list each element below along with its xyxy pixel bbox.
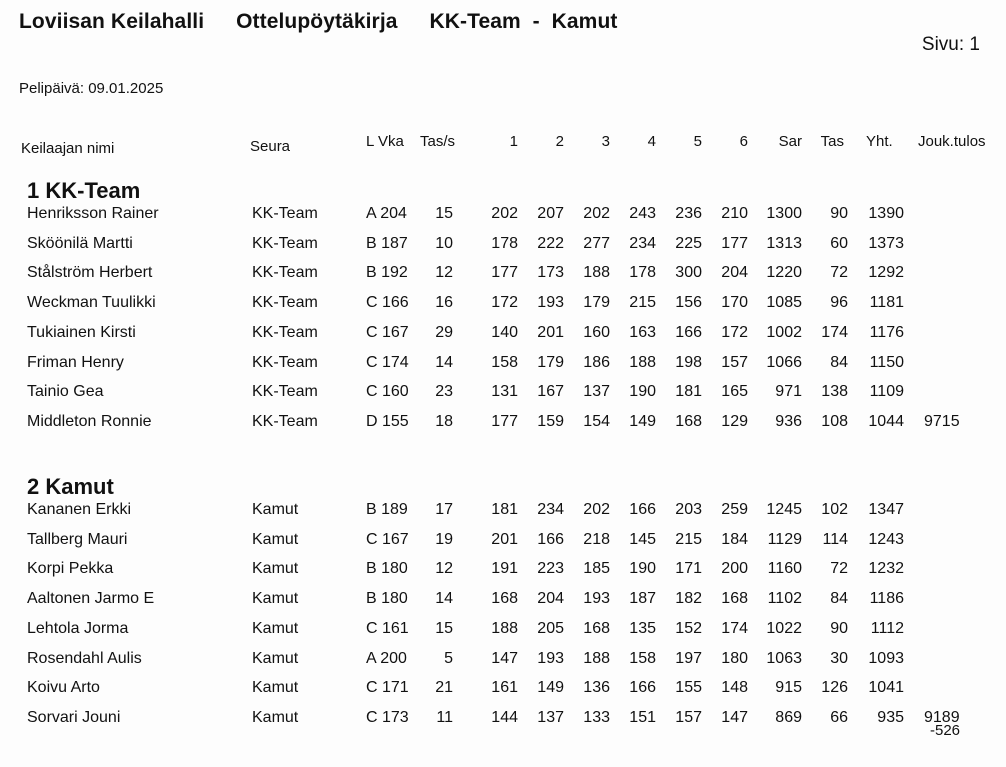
player-club: KK-Team [252, 264, 318, 282]
game-4-score: 187 [629, 590, 656, 608]
game-3-score: 179 [583, 294, 610, 312]
game-6-score: 168 [721, 590, 748, 608]
player-row [0, 324, 1006, 348]
player-club: Kamut [252, 590, 299, 608]
player-handicap-per-game: 14 [435, 353, 453, 371]
grand-total: 935 [877, 708, 904, 726]
player-handicap-per-game: 5 [444, 649, 453, 667]
grand-total: 1176 [869, 323, 904, 341]
game-4-score: 234 [629, 234, 656, 252]
game-2-score: 193 [537, 294, 564, 312]
player-name: Henriksson Rainer [27, 205, 159, 222]
game-1-score: 177 [491, 264, 518, 282]
game-2-score: 207 [537, 205, 564, 222]
game-5-score: 236 [675, 205, 702, 222]
handicap-total: 90 [830, 205, 848, 222]
player-class-average: A 200 [366, 649, 407, 667]
player-club: Kamut [252, 501, 299, 518]
player-class-average: C 171 [366, 679, 409, 697]
game-1-score: 191 [491, 560, 518, 578]
handicap-total: 60 [830, 234, 848, 252]
player-club: Kamut [252, 619, 299, 637]
player-handicap-per-game: 11 [436, 708, 453, 726]
game-1-score: 178 [491, 234, 518, 252]
series-total: 1102 [767, 590, 802, 608]
game-3-score: 202 [583, 501, 610, 518]
game-4-score: 178 [629, 264, 656, 282]
player-club: KK-Team [252, 412, 318, 430]
game-4-score: 166 [629, 679, 656, 697]
handicap-total: 30 [830, 649, 848, 667]
series-total: 971 [775, 383, 802, 401]
series-total: 1063 [766, 649, 802, 667]
player-row [0, 205, 1006, 229]
game-2-score: 166 [537, 530, 564, 548]
team-result: 9189 [924, 708, 960, 726]
player-row [0, 531, 1006, 555]
game-6-score: 148 [721, 679, 748, 697]
game-4-score: 166 [629, 501, 656, 518]
game-6-score: 157 [721, 353, 748, 371]
game-2-score: 223 [537, 560, 564, 578]
player-class-average: B 180 [366, 590, 408, 608]
game-3-score: 137 [583, 383, 610, 401]
match-name: KK-Team - Kamut [429, 10, 618, 33]
series-total: 1220 [766, 264, 802, 282]
player-handicap-per-game: 15 [435, 619, 453, 637]
series-total: 1313 [766, 234, 802, 252]
player-handicap-per-game: 12 [435, 264, 453, 282]
series-total: 869 [775, 708, 802, 726]
grand-total: 1181 [869, 294, 904, 312]
player-class-average: B 187 [366, 234, 408, 252]
game-5-score: 203 [675, 501, 702, 518]
game-6-score: 170 [721, 294, 748, 312]
handicap-total: 126 [821, 679, 848, 697]
player-class-average: C 173 [366, 708, 409, 726]
series-total: 1066 [766, 353, 802, 371]
game-6-score: 147 [721, 708, 748, 726]
game-5-score: 156 [675, 294, 702, 312]
player-row [0, 620, 1006, 644]
game-5-score: 300 [675, 264, 702, 282]
player-handicap-per-game: 10 [435, 234, 453, 252]
game-6-score: 184 [721, 530, 748, 548]
player-club: KK-Team [252, 353, 318, 371]
grand-total: 1109 [869, 383, 904, 401]
grand-total: 1041 [868, 679, 904, 697]
grand-total: 1150 [869, 353, 904, 371]
player-name: Sorvari Jouni [27, 708, 121, 726]
game-1-score: 177 [491, 412, 518, 430]
player-club: KK-Team [252, 205, 318, 222]
game-2-score: 137 [537, 708, 564, 726]
col-header-club: Seura [250, 138, 291, 155]
game-3-score: 277 [583, 234, 610, 252]
game-2-score: 193 [537, 649, 564, 667]
series-total: 1022 [766, 619, 802, 637]
game-3-score: 185 [583, 560, 610, 578]
game-4-score: 158 [629, 649, 656, 667]
game-3-score: 188 [583, 264, 610, 282]
game-1-score: 188 [491, 619, 518, 637]
game-1-score: 161 [491, 679, 518, 697]
col-header-lvka: L Vka [366, 133, 404, 150]
player-class-average: D 155 [366, 412, 409, 430]
handicap-total: 90 [830, 619, 848, 637]
game-4-score: 215 [629, 294, 656, 312]
handicap-total: 138 [821, 383, 848, 401]
game-3-score: 168 [583, 619, 610, 637]
game-6-score: 210 [721, 205, 748, 222]
player-name: Stålström Herbert [27, 264, 153, 282]
grand-total: 1093 [868, 649, 904, 667]
game-6-score: 259 [721, 501, 748, 518]
player-class-average: B 192 [366, 264, 408, 282]
game-5-score: 182 [675, 590, 702, 608]
player-handicap-per-game: 12 [435, 560, 453, 578]
game-1-score: 202 [491, 205, 518, 222]
player-name: Rosendahl Aulis [27, 649, 142, 667]
document-type: Ottelupöytäkirja [236, 10, 398, 33]
player-row [0, 679, 1006, 703]
player-row [0, 264, 1006, 288]
game-2-score: 201 [537, 323, 564, 341]
document-title [19, 10, 643, 34]
game-3-score: 186 [583, 353, 610, 371]
player-club: KK-Team [252, 383, 318, 401]
grand-total: 1373 [868, 234, 904, 252]
game-2-score: 159 [537, 412, 564, 430]
game-1-score: 168 [491, 590, 518, 608]
player-class-average: C 161 [366, 619, 409, 637]
player-row [0, 383, 1006, 407]
game-3-score: 154 [583, 412, 610, 430]
page-number: Sivu: 1 [921, 34, 980, 55]
player-row [0, 560, 1006, 584]
col-header-game-3: 3 [601, 133, 610, 150]
game-2-score: 222 [537, 234, 564, 252]
game-1-score: 181 [491, 501, 518, 518]
player-class-average: B 180 [366, 560, 408, 578]
handicap-total: 72 [830, 264, 848, 282]
player-row [0, 235, 1006, 259]
game-3-score: 188 [583, 649, 610, 667]
col-header-yht: Yht. [866, 133, 893, 150]
player-class-average: C 167 [366, 530, 409, 548]
handicap-total: 84 [830, 590, 848, 608]
player-class-average: C 160 [366, 383, 409, 401]
game-3-score: 133 [583, 708, 610, 726]
player-handicap-per-game: 29 [435, 323, 453, 341]
player-name: Tainio Gea [27, 383, 104, 401]
player-handicap-per-game: 19 [435, 530, 453, 548]
team-title: 2 Kamut [27, 474, 114, 499]
handicap-total: 96 [830, 294, 848, 312]
player-row [0, 354, 1006, 378]
player-name: Middleton Ronnie [27, 412, 152, 430]
team-result: 9715 [924, 412, 960, 430]
game-6-score: 177 [721, 234, 748, 252]
player-class-average: C 166 [366, 294, 409, 312]
player-club: Kamut [252, 530, 299, 548]
col-header-team-result: Jouk.tulos [918, 133, 986, 150]
game-4-score: 151 [629, 708, 656, 726]
col-header-sar: Sar [778, 133, 802, 150]
series-total: 1129 [767, 530, 802, 548]
game-5-score: 157 [675, 708, 702, 726]
handicap-total: 174 [821, 323, 848, 341]
game-4-score: 188 [629, 353, 656, 371]
player-club: KK-Team [252, 323, 318, 341]
grand-total: 1112 [870, 619, 904, 637]
game-6-score: 174 [721, 619, 748, 637]
game-3-score: 160 [583, 323, 610, 341]
player-club: Kamut [252, 708, 299, 726]
game-5-score: 152 [675, 619, 702, 637]
player-club: KK-Team [252, 234, 318, 252]
handicap-total: 114 [822, 530, 848, 548]
grand-total: 1390 [868, 205, 904, 222]
col-header-tas: Tas [820, 133, 844, 150]
score-difference: -526 [930, 722, 961, 739]
series-total: 936 [775, 412, 802, 430]
game-4-score: 190 [629, 383, 656, 401]
grand-total: 1347 [868, 501, 904, 518]
player-handicap-per-game: 16 [435, 294, 453, 312]
game-5-score: 225 [675, 234, 702, 252]
player-handicap-per-game: 23 [435, 383, 453, 401]
series-total: 1160 [767, 560, 802, 578]
player-name: Tallberg Mauri [27, 530, 128, 548]
game-2-score: 167 [537, 383, 564, 401]
player-row [0, 709, 1006, 733]
game-2-score: 173 [537, 264, 564, 282]
grand-total: 1243 [868, 530, 904, 548]
game-3-score: 136 [583, 679, 610, 697]
player-name: Aaltonen Jarmo E [27, 590, 155, 608]
game-3-score: 218 [583, 530, 610, 548]
game-5-score: 215 [675, 530, 702, 548]
handicap-total: 84 [830, 353, 848, 371]
player-club: Kamut [252, 679, 299, 697]
series-total: 1245 [766, 501, 802, 518]
player-club: Kamut [252, 649, 299, 667]
player-handicap-per-game: 17 [435, 501, 453, 518]
grand-total: 1292 [868, 264, 904, 282]
series-total: 1085 [766, 294, 802, 312]
player-name: Weckman Tuulikki [27, 294, 156, 312]
handicap-total: 108 [821, 412, 848, 430]
player-name: Koivu Arto [27, 679, 100, 697]
game-2-score: 149 [537, 679, 564, 697]
game-1-score: 140 [491, 323, 518, 341]
series-total: 915 [775, 679, 802, 697]
game-6-score: 172 [721, 323, 748, 341]
game-4-score: 145 [629, 530, 656, 548]
grand-total: 1044 [868, 412, 904, 430]
game-3-score: 202 [583, 205, 610, 222]
play-date: Pelipäivä: 09.01.2025 [19, 80, 164, 97]
game-4-score: 149 [629, 412, 656, 430]
col-header-name: Keilaajan nimi [21, 140, 115, 157]
player-class-average: C 167 [366, 323, 409, 341]
game-5-score: 168 [675, 412, 702, 430]
player-row [0, 590, 1006, 614]
col-header-game-4: 4 [647, 133, 656, 150]
game-4-score: 243 [629, 205, 656, 222]
game-6-score: 165 [721, 383, 748, 401]
player-handicap-per-game: 18 [435, 412, 453, 430]
game-1-score: 131 [491, 383, 518, 401]
player-club: Kamut [252, 560, 299, 578]
grand-total: 1186 [869, 590, 904, 608]
game-4-score: 135 [629, 619, 656, 637]
game-4-score: 190 [629, 560, 656, 578]
player-name: Friman Henry [27, 353, 124, 371]
series-total: 1300 [766, 205, 802, 222]
game-1-score: 201 [491, 530, 518, 548]
player-name: Tukiainen Kirsti [27, 323, 136, 341]
col-header-tas-s: Tas/s [420, 133, 456, 150]
player-row [0, 294, 1006, 318]
game-1-score: 158 [491, 353, 518, 371]
game-5-score: 166 [675, 323, 702, 341]
player-handicap-per-game: 15 [435, 205, 453, 222]
game-5-score: 198 [675, 353, 702, 371]
hall-name: Loviisan Keilahalli [19, 10, 205, 33]
player-class-average: A 204 [366, 205, 407, 222]
handicap-total: 66 [830, 708, 848, 726]
team-title: 1 KK-Team [27, 178, 141, 203]
game-6-score: 129 [721, 412, 748, 430]
col-header-game-2: 2 [555, 133, 564, 150]
col-header-game-1: 1 [509, 133, 518, 150]
game-6-score: 180 [721, 649, 748, 667]
game-5-score: 197 [675, 649, 702, 667]
game-2-score: 234 [537, 501, 564, 518]
player-name: Lehtola Jorma [27, 619, 129, 637]
player-row [0, 501, 1006, 525]
game-6-score: 200 [721, 560, 748, 578]
player-row [0, 413, 1006, 437]
game-1-score: 144 [491, 708, 518, 726]
game-2-score: 179 [537, 353, 564, 371]
game-6-score: 204 [721, 264, 748, 282]
player-row [0, 650, 1006, 674]
player-name: Sköönilä Martti [27, 234, 133, 252]
game-4-score: 163 [629, 323, 656, 341]
game-5-score: 155 [675, 679, 702, 697]
player-name: Korpi Pekka [27, 560, 114, 578]
col-header-game-5: 5 [693, 133, 702, 150]
player-handicap-per-game: 14 [435, 590, 453, 608]
game-2-score: 204 [537, 590, 564, 608]
series-total: 1002 [766, 323, 802, 341]
game-1-score: 172 [491, 294, 518, 312]
game-5-score: 181 [675, 383, 702, 401]
handicap-total: 72 [830, 560, 848, 578]
handicap-total: 102 [821, 501, 848, 518]
player-name: Kananen Erkki [27, 501, 132, 518]
game-1-score: 147 [491, 649, 518, 667]
game-3-score: 193 [583, 590, 610, 608]
player-class-average: C 174 [366, 353, 409, 371]
player-handicap-per-game: 21 [435, 679, 453, 697]
player-club: KK-Team [252, 294, 318, 312]
grand-total: 1232 [868, 560, 904, 578]
game-2-score: 205 [537, 619, 564, 637]
col-header-game-6: 6 [739, 133, 748, 150]
player-class-average: B 189 [366, 501, 408, 518]
game-5-score: 171 [675, 560, 702, 578]
